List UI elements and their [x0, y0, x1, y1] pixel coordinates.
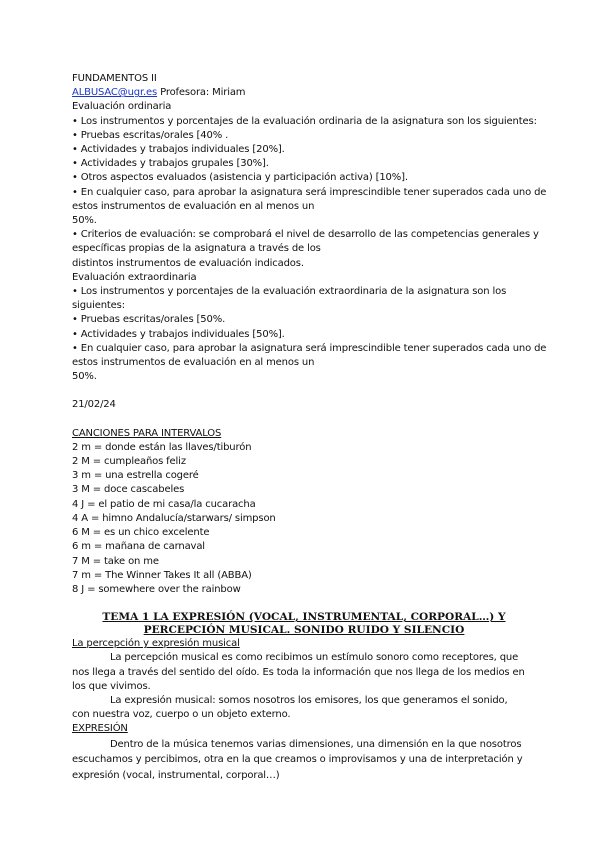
spacer — [72, 413, 528, 427]
ordinaria-item: 50%. — [72, 215, 97, 227]
ordinaria-item: distintos instrumentos de evaluación indicados. — [72, 257, 304, 269]
song-item: 6 M = es un chico excelente — [72, 527, 210, 539]
paragraph-expresion: La expresión musical: somos nosotros los emisores, los que generamos el sonido, con nuestra voz, cuerpo o un objeto externo. — [72, 694, 508, 721]
tema-subtitle: La percepción y expresión musical — [72, 638, 240, 650]
teacher-label: Profesora: Miriam — [157, 87, 246, 99]
date-label: 21/02/24 — [72, 399, 116, 411]
ordinaria-item: • En cualquier caso, para aprobar la asignatura será imprescindible tener superados cada uno de — [72, 186, 547, 198]
course-title: FUNDAMENTOS II — [72, 73, 157, 84]
tema-title — [80, 611, 528, 637]
extraordinaria-item: • Pruebas escritas/orales [50%. — [72, 314, 226, 326]
song-item: 8 J = somewhere over the rainbow — [72, 583, 241, 595]
extraordinaria-item: • Actividades y trabajos individuales [50%]. — [72, 328, 285, 340]
song-item: 7 M = take on me — [72, 555, 159, 567]
tema-title-line: TEMA 1 LA EXPRESIÓN (VOCAL, INSTRUMENTAL, CORPORAL…) Y — [102, 611, 506, 624]
extraordinaria-item: siguientes: — [72, 300, 125, 312]
ordinaria-intro: • Los instrumentos y porcentajes de la evaluación ordinaria de la asignatura son los siguientes: — [72, 115, 537, 127]
song-item: 2 M = cumpleaños feliz — [72, 456, 186, 468]
songs-list — [72, 427, 528, 597]
song-item: 3 M = doce cascabeles — [72, 484, 185, 496]
song-item: 3 m = una estrella cogeré — [72, 470, 199, 482]
extraordinaria-item: 50%. — [72, 371, 97, 383]
song-item: 6 m = mañana de carnaval — [72, 541, 205, 553]
ordinaria-item: • Actividades y trabajos grupales [30%]. — [72, 158, 269, 170]
ordinaria-item: específicas propias de la asignatura a través de los — [72, 243, 321, 255]
paragraph-dimensiones: Dentro de la música tenemos varias dimensiones, una dimensión en la que nosotros escuchamos y percibimos, otra en la que creamos o improvisamos y una de interpretación y expresión (vocal, instrumental, corporal…) — [72, 738, 523, 781]
extraordinaria-heading: Evaluación extraordinaria — [72, 271, 197, 283]
email-link[interactable]: ALBUSAC@ugr.es — [72, 87, 158, 99]
ordinaria-item: estos instrumentos de evaluación en al menos un — [72, 200, 315, 212]
extraordinaria-item: • En cualquier caso, para aprobar la asignatura será imprescindible tener superados cada uno de — [72, 342, 547, 354]
song-item: 7 m = The Winner Takes It all (ABBA) — [72, 569, 252, 581]
ordinaria-item: • Otros aspectos evaluados (asistencia y participación activa) [10%]. — [72, 172, 408, 184]
ordinaria-heading: Evaluación ordinaria — [72, 101, 172, 113]
ordinaria-item: • Actividades y trabajos individuales [20%]. — [72, 144, 285, 156]
paragraph-percepcion: La percepción musical es como recibimos un estímulo sonoro como receptores, que nos llega a través del sentido del oído. Es toda la información que nos llega de los medios en los que vivimos. — [72, 652, 525, 692]
song-item: 4 A = himno Andalucía/starwars/ simpson — [72, 512, 276, 524]
section-heading-expresion: EXPRESIÓN — [72, 723, 128, 735]
document-page — [72, 72, 547, 783]
tema-title-line: PERCEPCIÓN MUSICAL. SONIDO RUIDO Y SILENCIO — [143, 624, 465, 637]
spacer — [72, 597, 528, 611]
ordinaria-item: • Criterios de evaluación: se comprobará el nivel de desarrollo de las competencias generales y — [72, 229, 539, 241]
song-item: 4 J = el patio de mi casa/la cucaracha — [72, 498, 256, 510]
songs-heading: CANCIONES PARA INTERVALOS — [72, 427, 222, 439]
contact-line — [72, 86, 528, 100]
spacer — [72, 384, 528, 398]
extraordinaria-item: estos instrumentos de evaluación en al menos un — [72, 357, 315, 369]
ordinaria-item: • Pruebas escritas/orales [40% . — [72, 129, 229, 141]
extraordinaria-item: • Los instrumentos y porcentajes de la evaluación extraordinaria de la asignatura son los — [72, 286, 507, 298]
song-item: 2 m = donde están las llaves/tiburón — [72, 441, 252, 453]
